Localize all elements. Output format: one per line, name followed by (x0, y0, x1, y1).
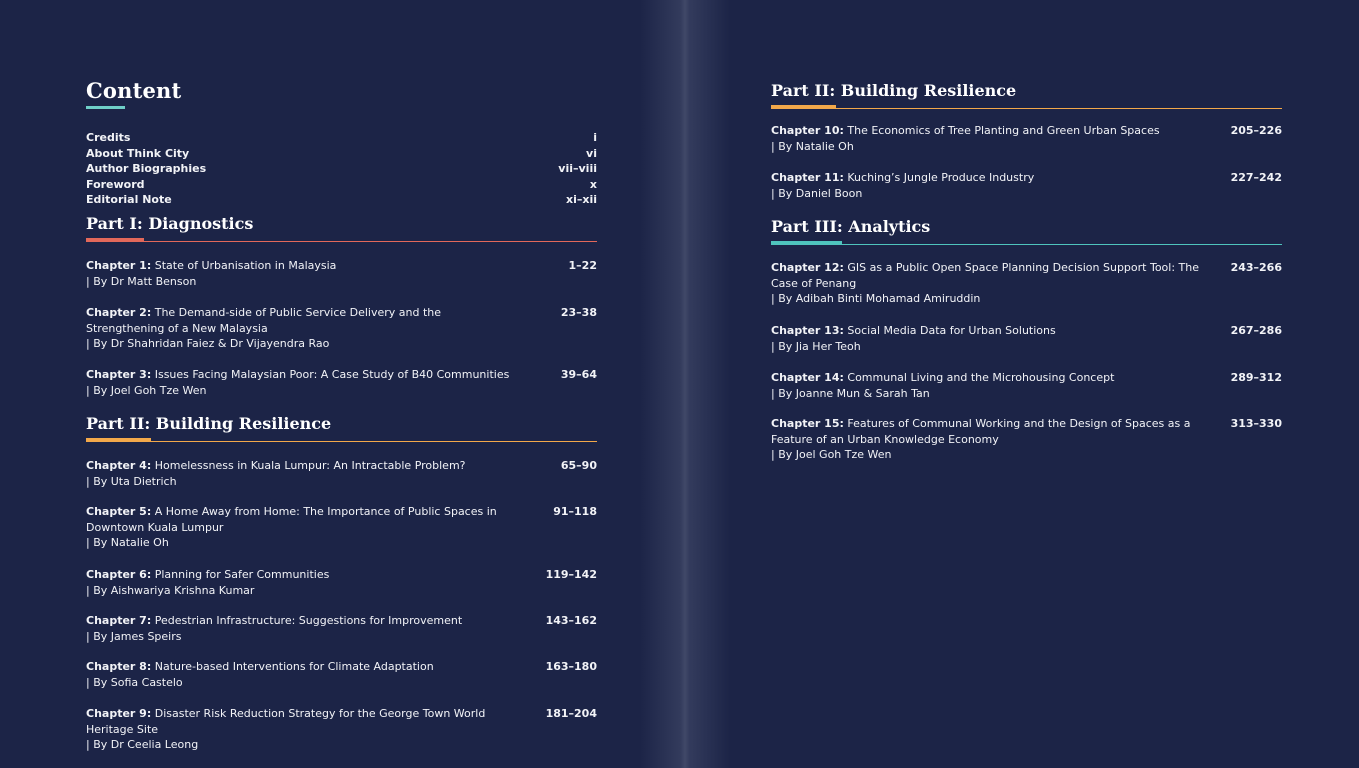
chapter-number: Chapter 8: (86, 660, 152, 673)
part-3-header (771, 216, 1282, 245)
chapter-title: Planning for Safer Communities (151, 568, 330, 581)
contents-heading: Content (86, 78, 182, 103)
chapter-pages: 1–22 (568, 259, 597, 272)
chapter-author: | By Dr Shahridan Faiez & Dr Vijayendra Rao (86, 337, 330, 351)
chapter-number: Chapter 14: (771, 371, 844, 384)
chapter-entry[interactable] (86, 706, 597, 753)
chapter-pages: 243–266 (1230, 261, 1282, 274)
chapter-title: Features of Communal Working and the Design of Spaces as a Feature of an Urban Knowledge Economy (771, 417, 1191, 446)
chapter-author: | By Adibah Binti Mohamad Amiruddin (771, 292, 981, 306)
chapter-pages: 289–312 (1230, 371, 1282, 384)
chapter-number: Chapter 13: (771, 324, 844, 337)
chapter-number: Chapter 5: (86, 505, 152, 518)
front-matter-label: Foreword (86, 177, 145, 191)
chapter-author: | By James Speirs (86, 629, 182, 643)
chapter-entry[interactable] (86, 305, 597, 352)
part-1-rule (86, 238, 597, 242)
chapter-number: Chapter 3: (86, 368, 152, 381)
chapter-author: | By Jia Her Teoh (771, 339, 861, 353)
front-matter-page: vii–viii (558, 162, 597, 176)
chapter-pages: 119–142 (545, 568, 597, 581)
part-2-rule (771, 105, 1282, 109)
chapter-pages: 39–64 (560, 368, 597, 381)
chapter-entry[interactable] (771, 123, 1282, 154)
chapter-number: Chapter 1: (86, 259, 152, 272)
chapter-pages: 23–38 (560, 306, 597, 319)
front-matter-label: Credits (86, 131, 131, 144)
chapter-entry[interactable] (86, 567, 597, 598)
front-matter-label: About Think City (86, 146, 190, 160)
part-2-title: Part II: Building Resilience (771, 81, 1017, 100)
chapter-entry[interactable] (86, 504, 597, 551)
part-2-title: Part II: Building Resilience (86, 414, 332, 433)
chapter-number: Chapter 11: (771, 171, 844, 184)
part-2-header (771, 80, 1282, 109)
front-matter-page: xi–xii (565, 193, 597, 207)
chapter-pages: 163–180 (545, 660, 597, 673)
front-matter-item[interactable] (86, 130, 597, 146)
chapter-title: Issues Facing Malaysian Poor: A Case Study of B40 Communities (151, 368, 510, 381)
chapter-author: | By Dr Matt Benson (86, 274, 197, 288)
chapter-title: The Demand-side of Public Service Delivery and the Strengthening of a New Malaysia (86, 306, 442, 335)
chapter-number: Chapter 9: (86, 707, 152, 720)
chapter-author: | By Sofia Castelo (86, 675, 183, 689)
chapter-author: | By Natalie Oh (771, 139, 854, 153)
front-matter-list (86, 130, 597, 208)
part-3-rule (771, 241, 1282, 245)
chapter-pages: 143–162 (545, 614, 597, 627)
chapter-title: GIS as a Public Open Space Planning Decision Support Tool: The Case of Penang (771, 261, 1200, 290)
part-1-header (86, 213, 597, 242)
chapter-author: | By Dr Ceelia Leong (86, 738, 199, 752)
chapter-entry[interactable] (771, 370, 1282, 401)
chapter-number: Chapter 6: (86, 568, 152, 581)
front-matter-item[interactable] (86, 192, 597, 208)
chapter-title: Kuching’s Jungle Produce Industry (843, 171, 1035, 184)
chapter-entry[interactable] (771, 170, 1282, 201)
chapter-title: The Economics of Tree Planting and Green Urban Spaces (843, 124, 1160, 137)
chapter-number: Chapter 12: (771, 261, 844, 274)
chapter-title: State of Urbanisation in Malaysia (151, 259, 337, 272)
chapter-title: Disaster Risk Reduction Strategy for the George Town World Heritage Site (86, 707, 486, 736)
chapter-number: Chapter 15: (771, 417, 844, 430)
front-matter-item[interactable] (86, 146, 597, 162)
chapter-entry[interactable] (86, 458, 597, 489)
front-matter-label: Author Biographies (86, 162, 207, 176)
chapter-pages: 91–118 (553, 505, 597, 518)
front-matter-label: Editorial Note (86, 193, 172, 207)
chapter-title: Homelessness in Kuala Lumpur: An Intractable Problem? (151, 459, 466, 472)
chapter-author: | By Joel Goh Tze Wen (86, 383, 207, 397)
chapter-title: Communal Living and the Microhousing Concept (843, 371, 1115, 384)
chapter-author: | By Natalie Oh (86, 536, 169, 550)
chapter-author: | By Aishwariya Krishna Kumar (86, 583, 255, 597)
chapter-entry[interactable] (86, 367, 597, 398)
chapter-pages: 181–204 (545, 707, 597, 720)
chapter-entry[interactable] (86, 613, 597, 644)
chapter-title: Pedestrian Infrastructure: Suggestions for Improvement (151, 614, 463, 627)
book-gutter (640, 0, 730, 768)
front-matter-page: i (593, 131, 597, 144)
chapter-entry[interactable] (86, 659, 597, 690)
chapter-number: Chapter 4: (86, 459, 152, 472)
chapter-title: Nature-based Interventions for Climate Adaptation (151, 660, 434, 673)
chapter-entry[interactable] (771, 323, 1282, 354)
part-3-title: Part III: Analytics (771, 217, 931, 236)
chapter-number: Chapter 2: (86, 306, 152, 319)
chapter-pages: 205–226 (1230, 124, 1282, 137)
chapter-pages: 65–90 (560, 459, 597, 472)
chapter-author: | By Uta Dietrich (86, 474, 177, 488)
chapter-entry[interactable] (86, 258, 597, 289)
front-matter-item[interactable] (86, 161, 597, 177)
front-matter-page: x (589, 177, 597, 191)
chapter-author: | By Daniel Boon (771, 186, 863, 200)
chapter-pages: 313–330 (1230, 417, 1282, 430)
chapter-pages: 267–286 (1230, 324, 1282, 337)
contents-underline (86, 106, 125, 109)
chapter-title: A Home Away from Home: The Importance of Public Spaces in Downtown Kuala Lumpur (86, 505, 497, 534)
front-matter-page: vi (586, 146, 597, 160)
chapter-number: Chapter 7: (86, 614, 152, 627)
chapter-title: Social Media Data for Urban Solutions (843, 324, 1056, 337)
chapter-author: | By Joanne Mun & Sarah Tan (771, 386, 930, 400)
chapter-number: Chapter 10: (771, 124, 844, 137)
chapter-pages: 227–242 (1230, 171, 1282, 184)
part-1-title: Part I: Diagnostics (86, 214, 254, 233)
part-2-header (86, 413, 597, 442)
chapter-entry[interactable] (771, 416, 1282, 463)
chapter-entry[interactable] (771, 260, 1282, 307)
chapter-author: | By Joel Goh Tze Wen (771, 448, 892, 462)
part-2-rule (86, 438, 597, 442)
front-matter-item[interactable] (86, 177, 597, 193)
